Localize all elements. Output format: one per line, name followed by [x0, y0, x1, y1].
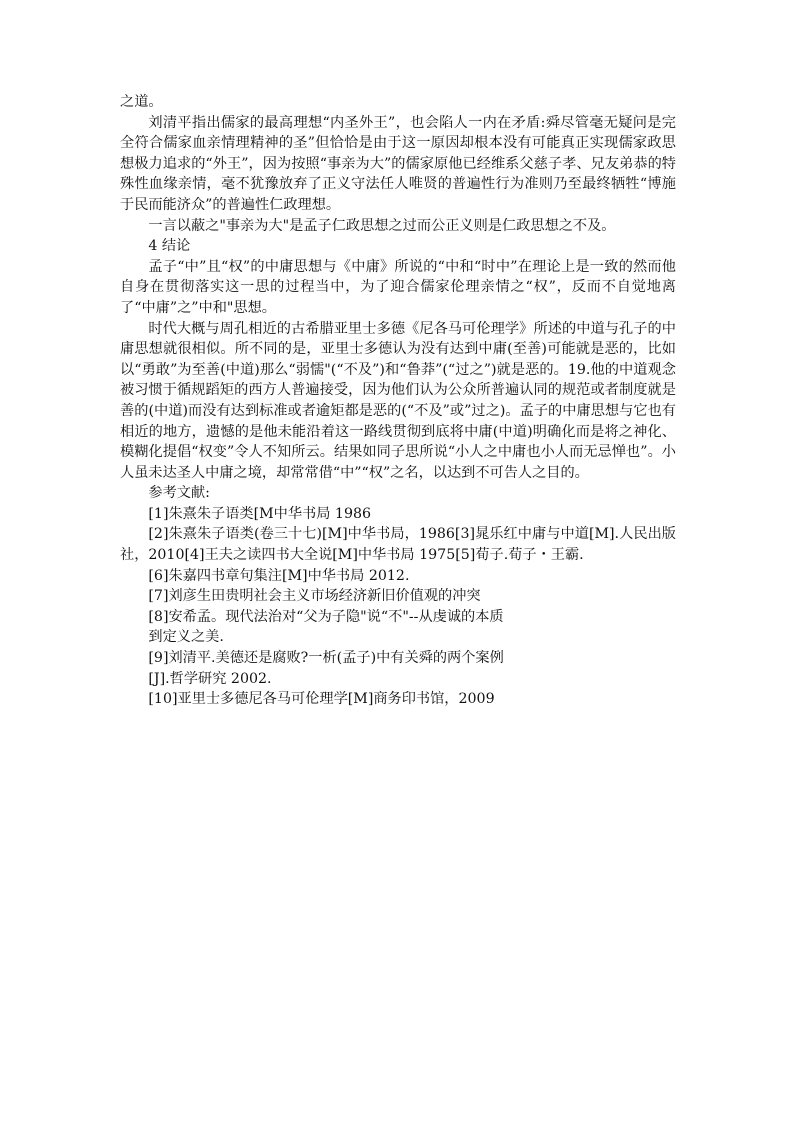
- document-body: [120, 92, 676, 710]
- section-heading-conclusion: 4 结论: [148, 238, 191, 255]
- paragraph-continuation: 之道。: [120, 94, 163, 110]
- reference-item: [J].哲学研究 2002.: [148, 670, 272, 687]
- paragraph-summary: 一言以蔽之"事亲为大"是孟子仁政思想之过而公正义则是仁政思想之不及。: [148, 217, 616, 234]
- reference-item: [2]朱熹朱子语类(卷三十七)[M]中华书局，1986[3]晁乐红中庸与中道[M].人民出版社，2010[4]王夫之读四书大全说[M]中华书局 1975[5]荀子.荀子・王霸.: [120, 526, 676, 564]
- reference-item: [9]刘清平.美德还是腐败?一析(孟子)中有关舜的两个案例: [148, 650, 504, 667]
- paragraph-conclusion-1: 孟子“中”且“权”的中庸思想与《中庸》所说的“中和“时中”在理论上是一致的然而他自身在贯彻落实这一思的过程当中，为了迎合儒家伦理亲情之“权”，反而不自觉地离了“中庸”之”中和"思想。: [120, 258, 676, 316]
- references-list: [120, 504, 676, 710]
- paragraph-liu-qingping: 刘清平指出儒家的最高理想“内圣外王”，也会陷人一内在矛盾:舜尽管毫无疑问是完全符合儒家血亲情理精神的圣”但恰恰是由于这一原因却根本没有可能真正实现儒家政思想极力追求的“外王”，因为按照“事亲为大”的儒家原他已经维系父慈子孝、兄友弟恭的特殊性血缘亲情，毫不犹豫放弃了正义守法任人唯贤的普遍性行为准则乃至最终牺牲“博施于民而能济众”的普遍性仁政理想。: [120, 114, 676, 213]
- reference-item: [1]朱熹朱子语类[M中华书局 1986: [148, 505, 372, 522]
- reference-item: [6]朱嘉四书章句集注[M]中华书局 2012.: [148, 567, 410, 584]
- paragraph-conclusion-2: 时代大概与周孔相近的古希腊亚里士多德《尼各马可伦理学》所述的中道与孔子的中庸思想就很相似。所不同的是，亚里士多德认为没有达到中庸(至善)可能就是恶的，比如以“勇敢”为至善(中道)那么“弱懦"(“不及”)和“鲁莽”(“过之”)就是恶的。19.他的中道观念被习惯于循规蹈矩的西方人普遍接受，因为他们认为公众所普遍认同的规范或者制度就是善的(中道)而没有达到标准或者逾矩都是恶的(“不及”或”过之)。孟子的中庸思想与它也有相近的地方，遗憾的是他未能沿着这一路线贯彻到底将中庸(中道)明确化而是将之神化、模糊化提倡“权变”令人不知所云。结果如同子思所说“小人之中庸也小人而无忌惮也”。小人虽未达圣人中庸之境，却常常借“中”“权”之名，以达到不可告人之目的。: [120, 320, 676, 481]
- reference-item: [7]刘彦生田贵明社会主义市场经济新旧价值观的冲突: [148, 588, 481, 605]
- reference-item: 到定义之美.: [148, 629, 224, 646]
- references-title: 参考文献:: [148, 485, 210, 502]
- reference-item: [8]安希孟。现代法治对“父为子隐"说“不"--从虔诚的本质: [148, 608, 504, 625]
- reference-item: [10]亚里士多德尼各马可伦理学[M]商务印书馆，2009: [148, 691, 495, 708]
